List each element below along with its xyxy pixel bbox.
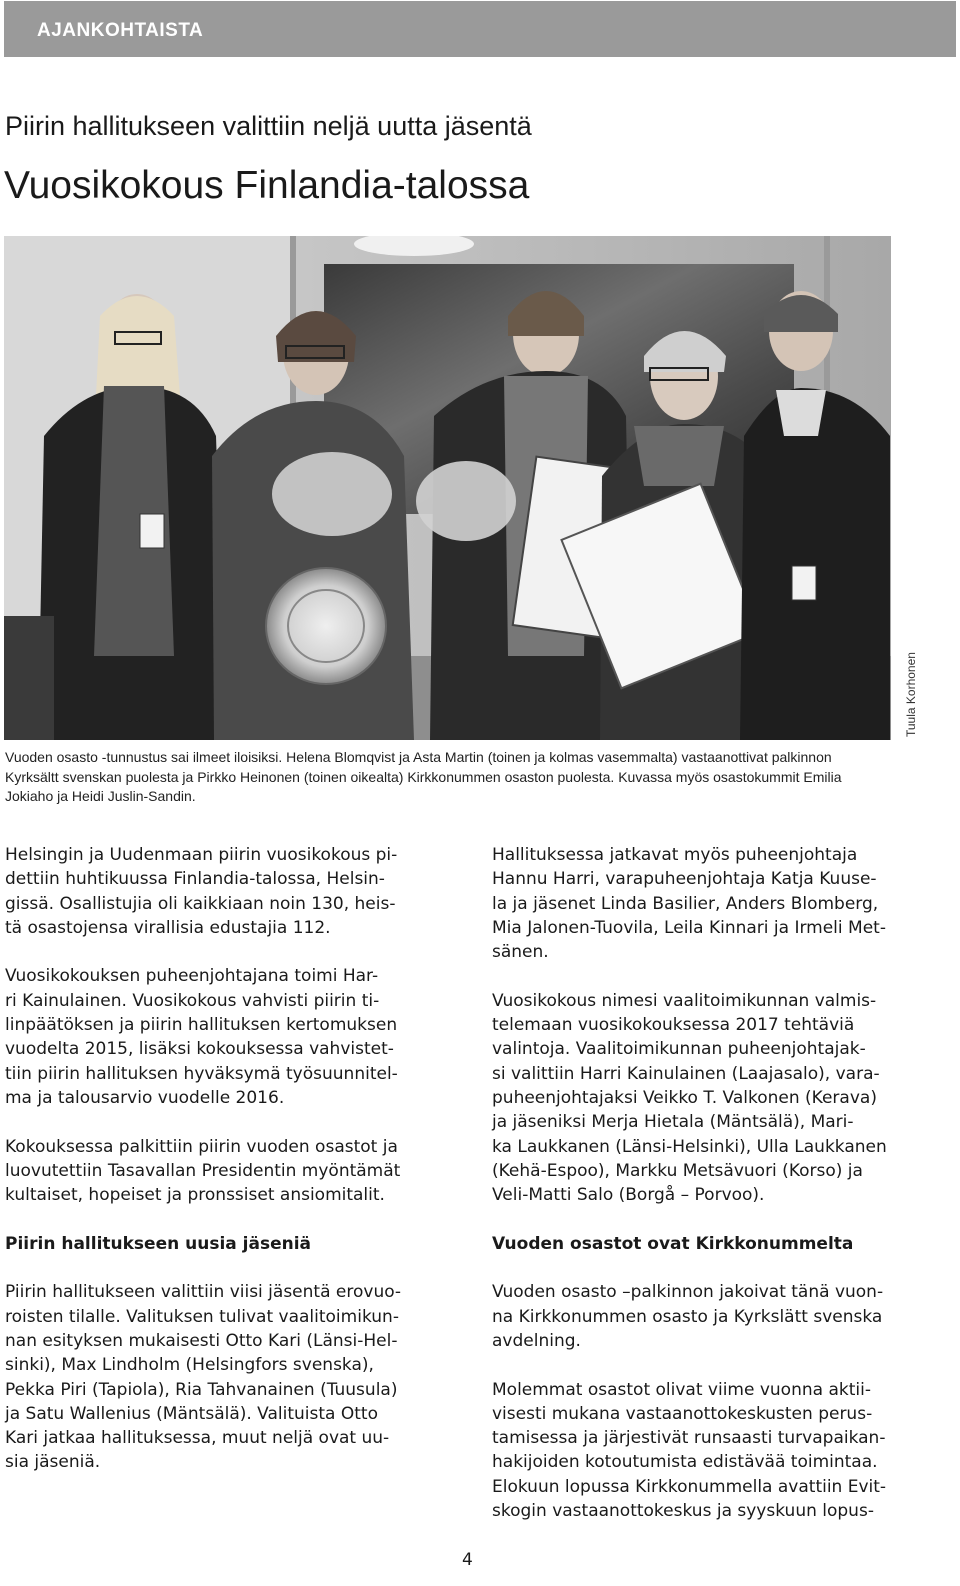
paragraph: Vuoden osasto –palkinnon jakoivat tänä vuon- na Kirkkonummen osasto ja Kyrkslätt svenska avdelning. [492, 1282, 884, 1351]
article-headline: Vuosikokous Finlandia-talossa [4, 164, 530, 207]
paragraph: Vuosikokouksen puheenjohtajana toimi Har- ri Kainulainen. Vuosikokous vahvisti piirin ti- linpäätöksen ja piirin hallituksen kertomuksen vuodelta 2015, lisäksi kokouksessa vahvistet- tiin piirin hallituksen hyväksymä työsuunnitel- ma ja talousarvio vuodelle 2016. [5, 966, 398, 1108]
subheading: Piirin hallitukseen uusia jäseniä [5, 1233, 312, 1254]
section-label: AJANKOHTAISTA [37, 20, 204, 41]
photo-caption: Vuoden osasto -tunnustus sai ilmeet iloisiksi. Helena Blomqvist ja Asta Martin (toinen ja kolmas vasemmalta) vastaanottivat palkinnon Kyrksältt svenskan puolesta ja Pirkko Heinonen (toinen oikealta) Kirkkonummen osaston puolesta. Kuvassa myös osastokummit Emilia Jokiaho ja Heidi Juslin-Sandin. [5, 749, 842, 804]
paragraph: Vuosikokous nimesi vaalitoimikunnan valmis- telemaan vuosikokouksessa 2017 tehtäviä valintoja. Vaalitoimikunnan puheenjohtajak- si valittiin Harri Kainulainen (Laajasalo), vara- puheenjohtajaksi Veikko T. Valkonen (Kerava) ja jäseniksi Merja Hietala (Mäntsälä), Mari- ka Laukkanen (Länsi-Helsinki), Ulla Laukkanen (Kehä-Espoo), Markku Metsävuori (Korso) ja Veli-Matti Salo (Borgå – Porvoo). [492, 990, 887, 1206]
article-column-left [5, 843, 457, 1499]
paragraph: Molemmat osastot olivat viime vuonna aktii- visesti mukana vastaanottokeskusten perus- tamisessa ja järjestivät runsaasti turvapaikan- hakijoiden kotoutumista edistävää toimintaa. Elokuun lopussa Kirkkonummella avattiin Evit- skogin vastaanottokeskus ja syyskuun lopus- [492, 1379, 887, 1522]
paragraph: Hallituksessa jatkavat myös puheenjohtaja Hannu Harri, varapuheenjohtaja Katja Kuuse- la ja jäsenet Linda Basilier, Anders Blomberg, Mia Jalonen-Tuovila, Leila Kinnari ja Irmeli Met- sänen. [492, 845, 886, 963]
paragraph: Piirin hallitukseen valittiin viisi jäsentä erovuo- roisten tilalle. Valituksen tulivat vaalitoimikun- nan esityksen mukaisesti Otto Kari (Länsi-Hel- sinki), Max Lindholm (Helsingfors svenska), Pekka Piri (Tapiola), Ria Tahvanainen (Tuusula) ja Satu Wallenius (Mäntsälä). Valituista Otto Kari jatkaa hallituksessa, muut neljä ovat uu- sia jäseniä. [5, 1282, 402, 1473]
paragraph: Kokouksessa palkittiin piirin vuoden osastot ja luovutettiin Tasavallan Presidentin myöntämät kultaiset, hopeiset ja pronssiset ansiomitalit. [5, 1136, 401, 1206]
section-header-bar [4, 1, 956, 57]
paragraph: Helsingin ja Uudenmaan piirin vuosikokous pi- dettiin huhtikuussa Finlandia-talossa, Helsin- gissä. Osallistujia oli kaikkiaan noin 130, heis- tä osastojensa virallisia edustajia 112. [5, 845, 398, 938]
group-photo [4, 236, 891, 740]
article-kicker: Piirin hallitukseen valittiin neljä uutta jäsentä [5, 111, 532, 141]
page-number: 4 [462, 1550, 473, 1570]
article-column-right [492, 843, 944, 1548]
subheading: Vuoden osastot ovat Kirkkonummelta [492, 1233, 854, 1254]
photo-credit: Tuula Korhonen [904, 652, 918, 737]
